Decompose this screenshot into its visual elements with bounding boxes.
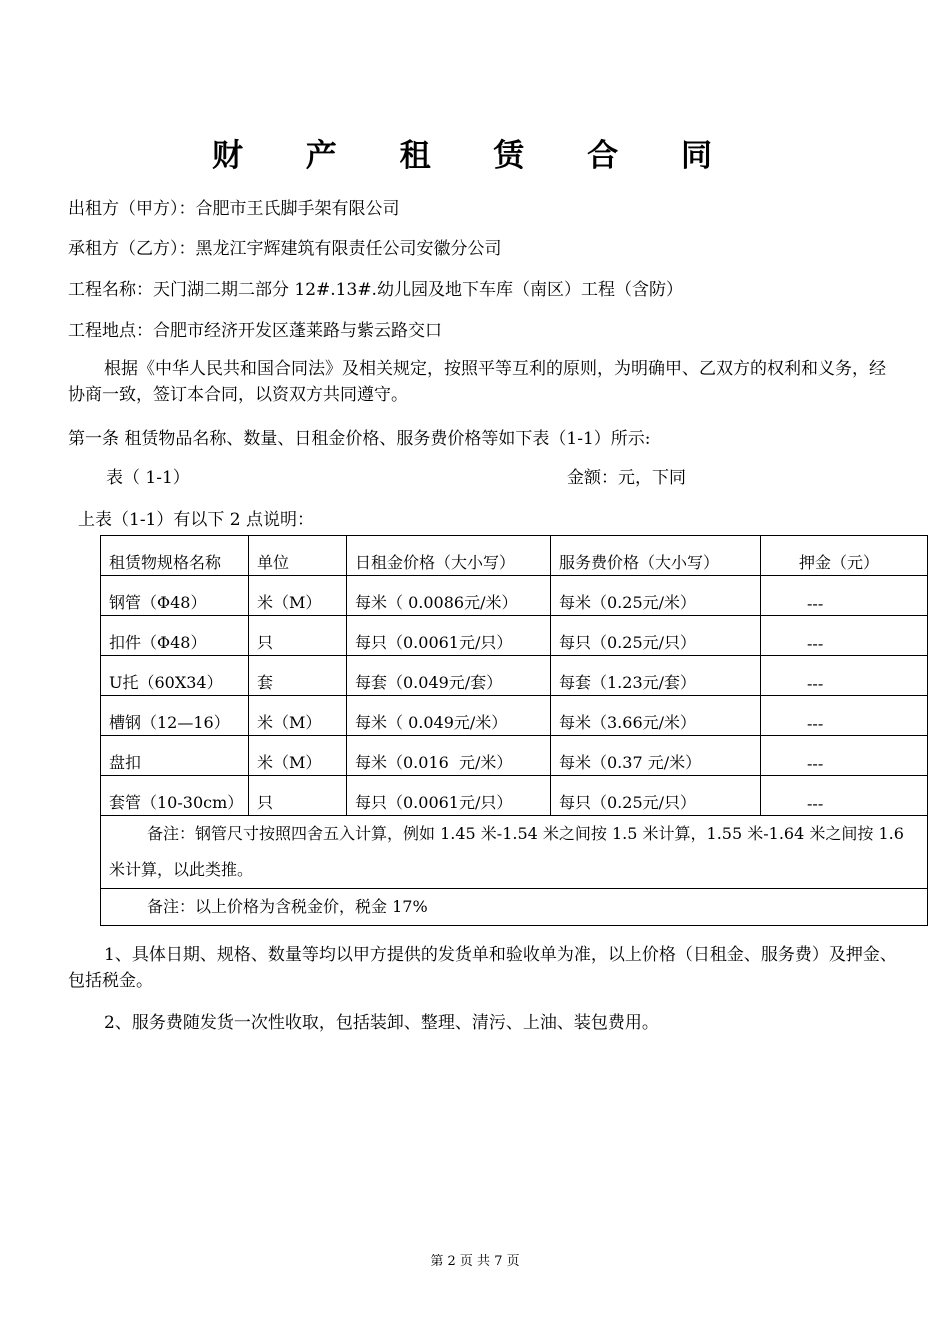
table-row: [101, 736, 928, 776]
page-footer: 第 2 页 共 7 页: [430, 1254, 520, 1269]
table-description: 上表（1-1）有以下 2 点说明：: [78, 510, 314, 530]
cell-service-fee: 每套（1.23元/套）: [551, 656, 761, 696]
cell-unit: 套: [249, 656, 347, 696]
cell-deposit: ---: [761, 696, 928, 736]
table-note-tax: 备注：以上价格为含税金价，税金 17%: [101, 889, 928, 926]
cell-item: U托（60X34）: [101, 656, 249, 696]
cell-deposit: ---: [761, 736, 928, 776]
page-title: 财 产 租 赁 合 同: [212, 138, 738, 174]
project-location-line: 工程地点：合肥市经济开发区蓬莱路与紫云路交口: [68, 321, 442, 341]
cell-deposit: ---: [761, 776, 928, 816]
cell-unit: 米（M）: [249, 576, 347, 616]
cell-item: 扣件（Φ48）: [101, 616, 249, 656]
header-item-name: 租赁物规格名称: [101, 536, 249, 576]
cell-item: 盘扣: [101, 736, 249, 776]
cell-daily-rent: 每米（0.016 元/米）: [347, 736, 551, 776]
cell-item: 槽钢（12—16）: [101, 696, 249, 736]
intro-paragraph: 根据《中华人民共和国合同法》及相关规定，按照平等互利的原则，为明确甲、乙双方的权利和义务，经协商一致，签订本合同，以资双方共同遵守。: [68, 359, 886, 405]
cell-service-fee: 每只（0.25元/只）: [551, 616, 761, 656]
cell-item: 套管（10-30cm）: [101, 776, 249, 816]
clause-2: 2、服务费随发货一次性收取，包括装卸、整理、清污、上油、装包费用。: [104, 1013, 659, 1033]
cell-service-fee: 每米（3.66元/米）: [551, 696, 761, 736]
lessee-line: 承租方（乙方）：黑龙江宇辉建筑有限责任公司安徽分公司: [68, 239, 502, 259]
cell-deposit: ---: [761, 616, 928, 656]
cell-daily-rent: 每套（0.049元/套）: [347, 656, 551, 696]
rental-items-table: [100, 535, 928, 926]
header-daily-rent: 日租金价格（大小写）: [347, 536, 551, 576]
cell-service-fee: 每米（0.37 元/米）: [551, 736, 761, 776]
amount-unit-note: 金额：元，下同: [567, 468, 686, 488]
table-note-rounding: 备注：钢管尺寸按照四舍五入计算，例如 1.45 米-1.54 米之间按 1.5 米计算，1.55 米-1.64 米之间按 1.6 米计算，以此类推。: [101, 816, 928, 889]
table-row: [101, 776, 928, 816]
lessor-line: 出租方（甲方）：合肥市王氏脚手架有限公司: [68, 199, 400, 219]
header-service-fee: 服务费价格（大小写）: [551, 536, 761, 576]
table-row: [101, 696, 928, 736]
cell-deposit: ---: [761, 656, 928, 696]
cell-unit: 只: [249, 616, 347, 656]
cell-unit: 米（M）: [249, 736, 347, 776]
cell-daily-rent: 每米（ 0.0086元/米）: [347, 576, 551, 616]
table-row: [101, 616, 928, 656]
cell-daily-rent: 每只（0.0061元/只）: [347, 616, 551, 656]
project-name-line: 工程名称：天门湖二期二部分 12#.13#.幼儿园及地下车库（南区）工程（含防）: [68, 280, 683, 300]
cell-service-fee: 每米（0.25元/米）: [551, 576, 761, 616]
cell-daily-rent: 每米（ 0.049元/米）: [347, 696, 551, 736]
table-row: [101, 656, 928, 696]
cell-daily-rent: 每只（0.0061元/只）: [347, 776, 551, 816]
cell-unit: 只: [249, 776, 347, 816]
table-label: 表（ 1-1）: [106, 468, 190, 488]
cell-item: 钢管（Φ48）: [101, 576, 249, 616]
table-note-row: [101, 816, 928, 889]
cell-service-fee: 每只（0.25元/只）: [551, 776, 761, 816]
clause-1: 1、具体日期、规格、数量等均以甲方提供的发货单和验收单为准，以上价格（日租金、服务费）及押金、包括税金。: [68, 945, 897, 991]
table-note-row: [101, 889, 928, 926]
table-row: [101, 576, 928, 616]
header-unit: 单位: [249, 536, 347, 576]
header-deposit: 押金（元）: [761, 536, 928, 576]
article-1-heading: 第一条 租赁物品名称、数量、日租金价格、服务费价格等如下表（1-1）所示:: [68, 429, 651, 449]
cell-deposit: ---: [761, 576, 928, 616]
cell-unit: 米（M）: [249, 696, 347, 736]
table-header-row: [101, 536, 928, 576]
